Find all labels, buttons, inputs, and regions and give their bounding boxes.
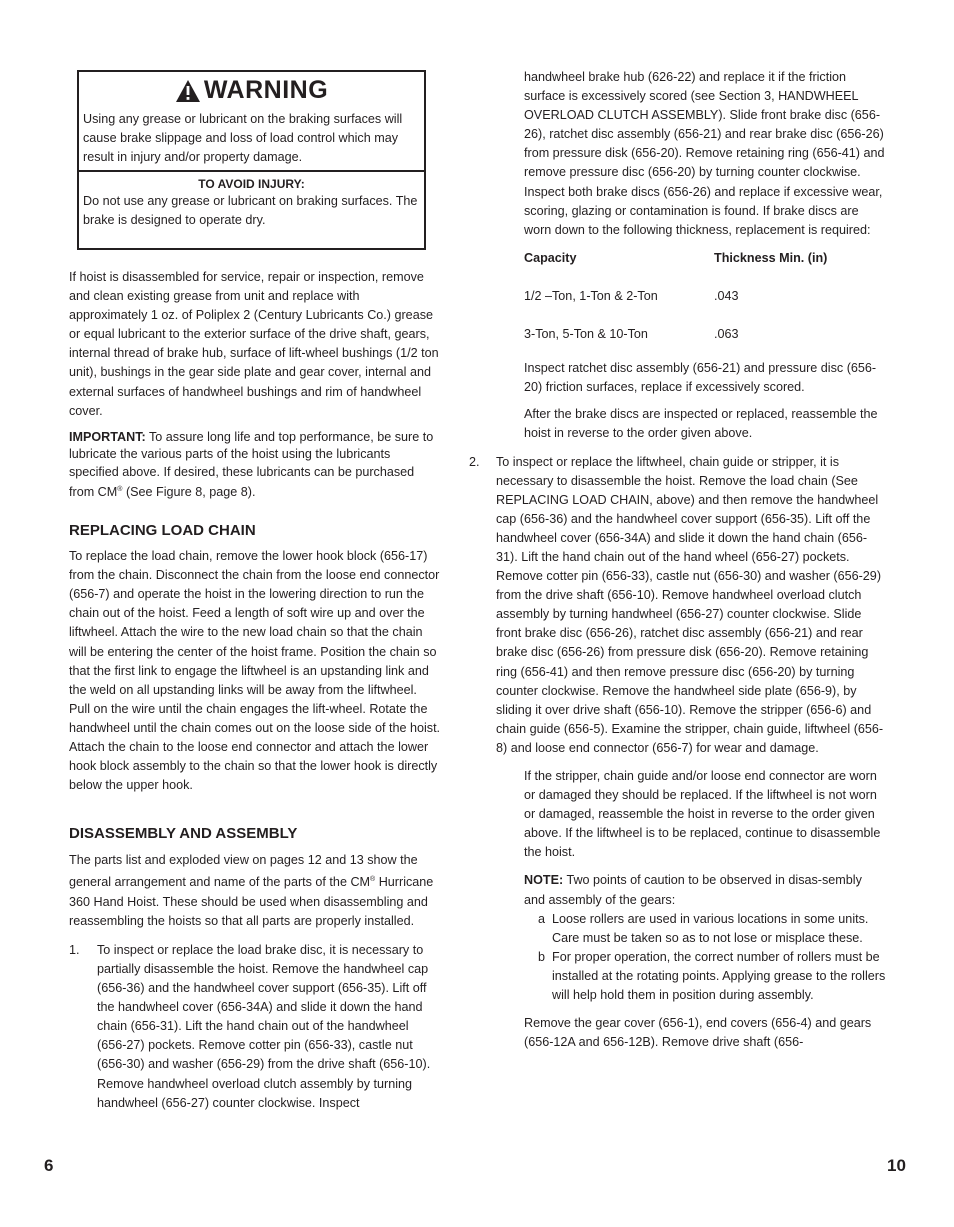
important-paragraph (69, 429, 441, 502)
disassembly-text-a: The parts list and exploded view on pages 12 and 13 show the general arrangement and name of the parts of the CM (69, 853, 418, 890)
warning-header (79, 72, 424, 110)
list-number: 1. (69, 942, 80, 957)
replacing-load-chain-heading: REPLACING LOAD CHAIN (69, 521, 256, 539)
note-paragraph (524, 871, 886, 909)
note-letter: b (538, 949, 546, 964)
list-item-1-text: To inspect or replace the load brake disc, it is necessary to partially disassemble the hoist. Remove the handwheel cap (656-36) and the handwheel cover support (656-35). Lift off the handwheel cover (656-34A) and slide it down the hand chain (656-31). Lift the hand chain out of the handwheel (656-27) pockets. Remove cotter pin (656-33), castle nut (656-30) and washer (656-29) from the drive shaft (656-10). Remove handwheel overload clutch assembly by turning handwheel (656-27) counter clockwise. Inspect (97, 942, 431, 1110)
table-cell: .063 (714, 327, 739, 342)
thickness-table (524, 249, 886, 344)
stripper-paragraph: If the stripper, chain guide and/or loose end connector are worn or damaged they should be replaced. If the liftwheel is not worn or damaged, reassemble the hoist in reverse to the order given above. If the liftwheel is to be replaced, continue to disassemble the hoist. (524, 769, 881, 860)
note-label: NOTE: (524, 873, 564, 888)
disassembly-heading: DISASSEMBLY AND ASSEMBLY (69, 825, 298, 843)
important-tail: (See Figure 8, page 8). (122, 485, 256, 500)
list-item-1 (69, 941, 441, 1113)
note-item-b (524, 948, 886, 1005)
disassembly-paragraph (69, 851, 441, 931)
note-item-a-text: Loose rollers are used in various locations in some units. Care must be taken so as to not lose or misplace these. (552, 911, 869, 945)
list-item-2-text: To inspect or replace the liftwheel, chain guide or stripper, it is necessary to disassemble the hoist. Remove the load chain (See REPLACING LOAD CHAIN, above) and then remove the handwheel cap (656-36) and the handwheel cover support (656-35). Lift off the handwheel cover (656-34A) and slide it down the hand chain (656-31). Lift the hand chain out of the hand wheel (656-27) pockets. Remove cotter pin (656-33), castle nut (656-30) and washer (656-29) from the drive shaft (656-10). Remove handwheel overload clutch assembly by turning handwheel (656-27) counter clockwise. Slide front brake disc (656-26), ratchet disc assembly (656-21) and rear brake disc (656-26) from pressure disk (656-20). Remove retaining ring (656-41) and then remove pressure disc (656-20) by turning counter clockwise. Remove the handwheel side plate (656-9), by sliding it over drive shaft (656-10). Remove the stripper (656-6) and chain guide (656-5). Examine the stripper, chain guide, liftwheel (656-8) and loose end connector (656-7) for wear and damage. (496, 454, 884, 755)
important-label: IMPORTANT: (69, 429, 146, 444)
note-item-a (524, 910, 886, 948)
table-header-capacity: Capacity (524, 250, 577, 265)
page-number-right: 10 (887, 1156, 906, 1175)
list-item-2 (469, 453, 886, 759)
lubrication-paragraph: If hoist is disassembled for service, repair or inspection, remove and clean existing grease from unit and replace with approximately 1 oz. of Poliplex 2 (Century Lubricants Co.) grease or equal lubricant to the exterior surface of the drive shaft, gears, internal thread of brake hub, surface of lift-wheel bushings (1/2 ton unit), bushings in the gear side plate and gear cover, internal and external surfaces of handwheel bushings and rim of handwheel cover. (69, 270, 439, 418)
left-column (69, 268, 441, 1113)
table-cell: 1/2 –Ton, 1-Ton & 2-Ton (524, 288, 658, 303)
page-number-left: 6 (44, 1156, 54, 1175)
replacing-load-chain-paragraph: To replace the load chain, remove the lower hook block (656-17) from the chain. Disconnect the chain from the loose end connector (656-7) and operate the hoist in the lowering direction to run the chain out of the hoist. Feed a length of soft wire up and over the liftwheel. Attach the wire to the new load chain so that the chain will be entering the center of the hoist frame. Position the chain so that the first link to engage the liftwheel is an upstanding link and the weld on all upstanding links will be away from the liftwheel. Pull on the wire until the chain engages the lift-wheel. Rotate the handwheel until the chain comes out on the loose side of the hoist. Attach the chain to the loose end connector and attach the lower hook block assembly to the chain so that the lower hook is directly below the upper hook. (69, 549, 441, 793)
after-paragraph: After the brake discs are inspected or replaced, reassemble the hoist in reverse to the order given above. (524, 407, 878, 441)
note-item-b-text: For proper operation, the correct number of rollers must be installed at the rotating points. Applying grease to the rollers will help hold them in position during assembly. (552, 949, 886, 1003)
note-letter: a (538, 911, 546, 926)
right-column (469, 68, 886, 1052)
registered-mark: ® (117, 486, 123, 494)
disassembly-text-b: Hurricane 360 Hand Hoist. These should be used when disassembling and reassembling the hoists so that all parts are properly installed. (69, 875, 434, 928)
warning-box (77, 70, 426, 250)
important-text: To assure long life and top performance, be sure to lubricate the various parts of the hoist using the lubricants specified above. If desired, these lubricants can be purchased from CM (69, 429, 434, 500)
brake-disc-continuation: handwheel brake hub (626-22) and replace it if the friction surface is excessively scored (see Section 3, HANDWHEEL OVERLOAD CLUTCH ASSEMBLY). Slide front brake disc (656-26), ratchet disc assembly (656-21) and rear brake disc (656-26) from pressure disk (656-20). Remove retaining ring (656-41) and remove pressure disc (656-20) by turning counter clockwise. Inspect both brake discs (656-26) and replace if excessive wear, scoring, glazing or contamination is found. If brake discs are worn down to the following thickness, replacement is required: (524, 70, 885, 237)
note-text: Two points of caution to be observed in disas-sembly and assembly of the gears: (524, 873, 862, 907)
table-header-thickness: Thickness Min. (in) (714, 250, 828, 265)
table-cell: 3-Ton, 5-Ton & 10-Ton (524, 327, 648, 342)
warning-title: WARNING (203, 76, 329, 105)
inspect-paragraph: Inspect ratchet disc assembly (656-21) and pressure disc (656-20) friction surfaces, replace if excessively scored. (524, 361, 877, 395)
final-paragraph: Remove the gear cover (656-1), end covers (656-4) and gears (656-12A and 656-12B). Remove drive shaft (656- (524, 1016, 872, 1050)
avoid-injury-body: Do not use any grease or lubricant on braking surfaces. The brake is designed to operate dry. (83, 194, 418, 228)
table-cell: .043 (714, 288, 739, 303)
avoid-injury-title: TO AVOID INJURY: (198, 177, 305, 191)
warning-body: Using any grease or lubricant on the braking surfaces will cause brake slippage and loss of load control which may result in injury and/or property damage. (79, 110, 424, 172)
warning-triangle-icon (175, 79, 201, 103)
list-number: 2. (469, 454, 480, 469)
registered-mark-2: ® (370, 876, 376, 884)
